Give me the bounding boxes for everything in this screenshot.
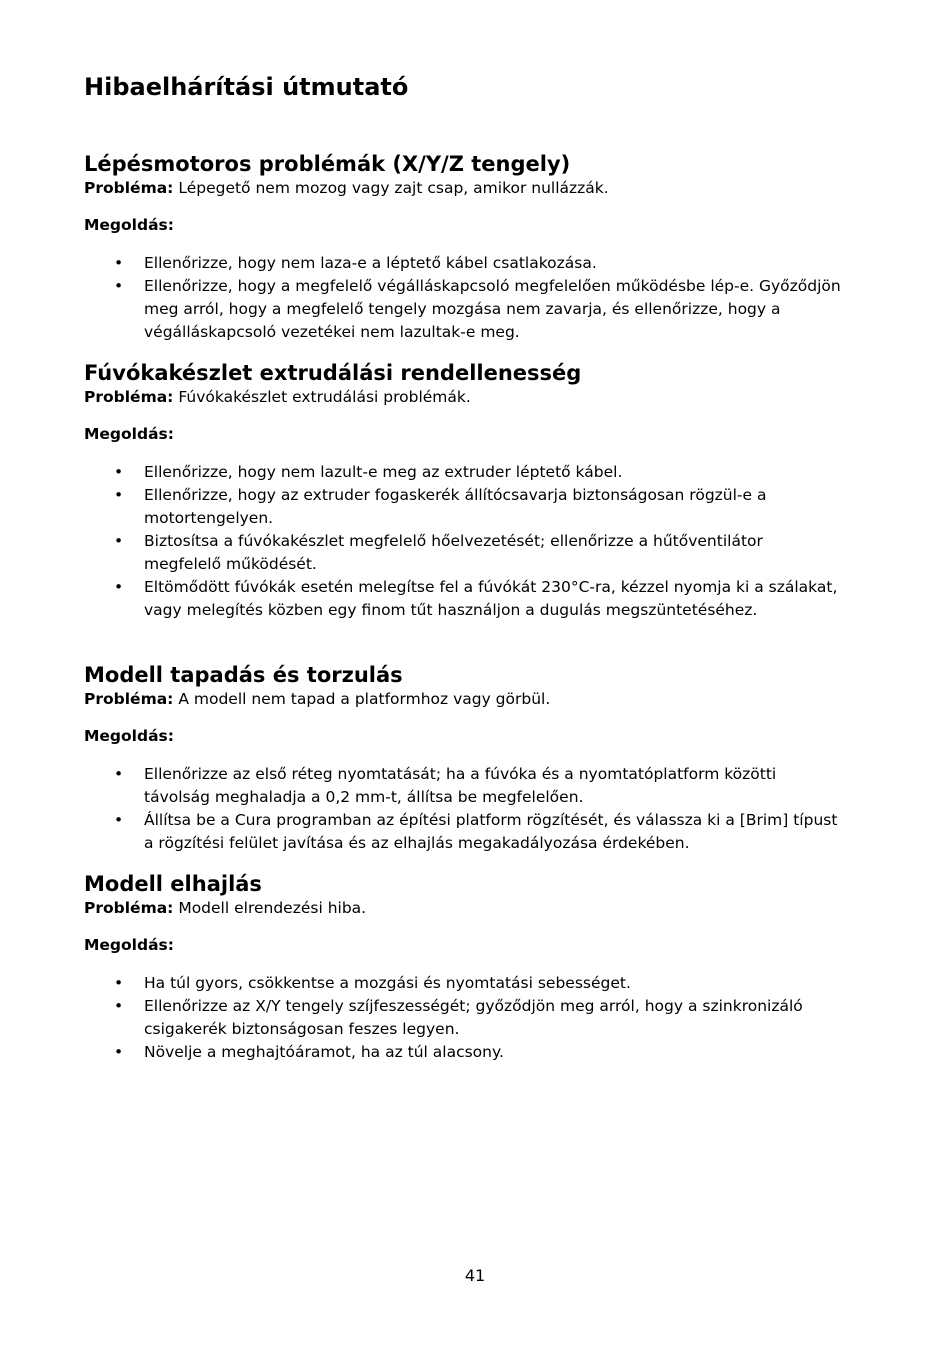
list-item: • Ellenőrizze, hogy nem laza-e a léptető kábel csatlakozása. xyxy=(84,252,844,275)
problem-text: Fúvókakészlet extrudálási problémák. xyxy=(178,388,471,406)
list-item: • Ellenőrizze, hogy az extruder fogaskerék állítócsavarja biztonságosan rögzül-e a motortengelyen. xyxy=(84,484,844,530)
section-stepper-motor xyxy=(84,151,844,344)
section-heading: Modell tapadás és torzulás xyxy=(84,663,403,687)
problem-label: Probléma: xyxy=(84,388,174,406)
problem-label: Probléma: xyxy=(84,899,174,917)
section-heading: Lépésmotoros problémák (X/Y/Z tengely) xyxy=(84,152,571,176)
problem-text: A modell nem tapad a platformhoz vagy görbül. xyxy=(178,690,551,708)
solution-label: Megoldás: xyxy=(84,425,174,443)
problem-text: Modell elrendezési hiba. xyxy=(178,899,367,917)
solution-label: Megoldás: xyxy=(84,216,174,234)
problem-line xyxy=(84,177,844,199)
list-item: • Biztosítsa a fúvókakészlet megfelelő hőelvezetését; ellenőrizze a hűtőventilátor megfelelő működését. xyxy=(84,530,844,576)
solution-list xyxy=(84,972,844,1064)
list-item: • Ha túl gyors, csökkentse a mozgási és nyomtatási sebességet. xyxy=(84,972,844,995)
problem-line xyxy=(84,386,844,408)
section-model-adhesion xyxy=(84,662,844,855)
solution-list xyxy=(84,252,844,344)
solution-label: Megoldás: xyxy=(84,727,174,745)
list-item: • Eltömődött fúvókák esetén melegítse fel a fúvókát 230°C-ra, kézzel nyomja ki a szálakat, vagy melegítés közben egy finom tűt használjon a dugulás megszüntetéséhez. xyxy=(84,576,844,622)
list-item: • Növelje a meghajtóáramot, ha az túl alacsony. xyxy=(84,1041,844,1064)
solution-label: Megoldás: xyxy=(84,936,174,954)
list-item: • Ellenőrizze az első réteg nyomtatását; ha a fúvóka és a nyomtatóplatform közötti távolság meghaladja a 0,2 mm-t, állítsa be megfelelően. xyxy=(84,763,844,809)
problem-label: Probléma: xyxy=(84,690,174,708)
list-item: • Ellenőrizze, hogy nem lazult-e meg az extruder léptető kábel. xyxy=(84,461,844,484)
solution-list xyxy=(84,763,844,855)
section-heading: Fúvókakészlet extrudálási rendellenesség xyxy=(84,361,582,385)
section-nozzle-extrusion xyxy=(84,360,844,622)
list-item: • Ellenőrizze, hogy a megfelelő végálláskapcsoló megfelelően működésbe lép-e. Győződjön meg arról, hogy a megfelelő tengely mozgása nem zavarja, és ellenőrizze, hogy a végálláskapcsoló vezetékei nem lazultak-e meg. xyxy=(84,275,844,344)
problem-line xyxy=(84,688,844,710)
solution-list xyxy=(84,461,844,622)
problem-text: Lépegető nem mozog vagy zajt csap, amikor nullázzák. xyxy=(178,179,609,197)
problem-line xyxy=(84,897,844,919)
problem-label: Probléma: xyxy=(84,179,174,197)
section-model-shift xyxy=(84,871,844,1064)
section-heading: Modell elhajlás xyxy=(84,872,262,896)
page-number: 41 xyxy=(464,1266,486,1285)
list-item: • Állítsa be a Cura programban az építési platform rögzítését, és válassza ki a [Brim] típust a rögzítési felület javítása és az elhajlás megakadályozása érdekében. xyxy=(84,809,844,855)
list-item: • Ellenőrizze az X/Y tengely szíjfeszességét; győződjön meg arról, hogy a szinkronizáló csigakerék biztonságosan feszes legyen. xyxy=(84,995,844,1041)
page-title: Hibaelhárítási útmutató xyxy=(84,73,409,101)
